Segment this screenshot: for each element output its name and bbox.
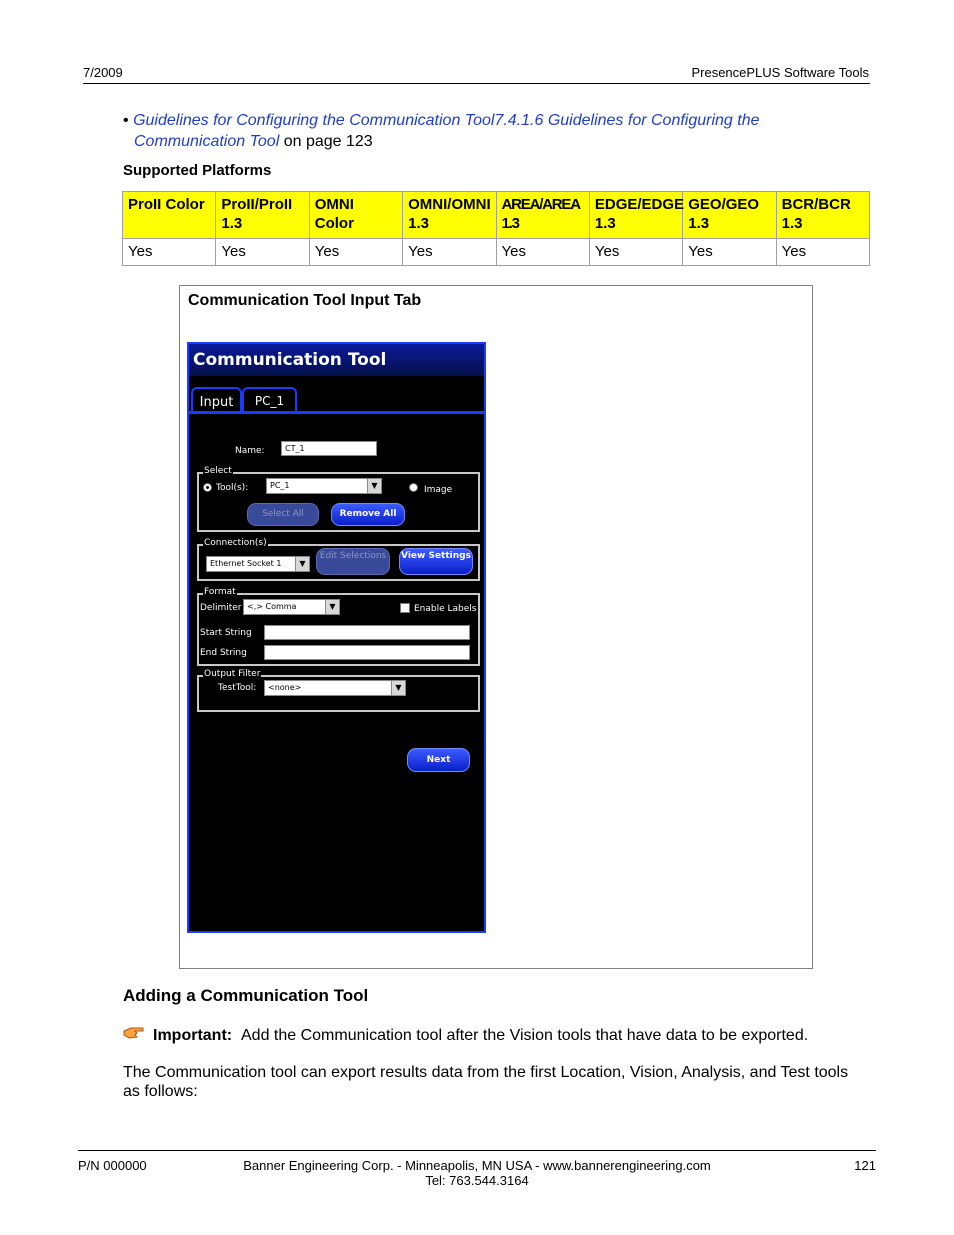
link-bullet [123, 110, 760, 131]
name-label: Name: [235, 446, 265, 456]
table-row [123, 239, 870, 266]
edit-selections-button[interactable]: Edit Selections [316, 548, 390, 575]
tools-select-value: PC_1 [270, 481, 290, 490]
table-header-cell: GEO/GEO 1.3 [683, 192, 776, 239]
section-heading: Adding a Communication Tool [123, 986, 369, 1005]
chevron-down-icon: ▼ [367, 479, 381, 493]
header-title: PresencePLUS Software Tools [691, 65, 869, 80]
table-cell: Yes [403, 239, 496, 266]
chevron-down-icon: ▼ [325, 600, 339, 614]
important-label: Important: [153, 1027, 233, 1044]
remove-all-button[interactable]: Remove All [331, 503, 405, 526]
tools-radio[interactable] [203, 483, 212, 492]
table-header-cell: BCR/BCR 1.3 [776, 192, 869, 239]
tab-divider [189, 411, 484, 414]
link-bullet-line2 [134, 131, 373, 152]
testtool-select-value: <none> [268, 683, 302, 692]
pointing-hand-icon [123, 1024, 145, 1040]
format-group-title: Format [204, 587, 236, 597]
tools-select[interactable] [266, 478, 382, 494]
table-cell: Yes [589, 239, 682, 266]
footer-rule [78, 1150, 876, 1151]
output-filter-group-title: Output Filter [204, 669, 261, 679]
delimiter-label: Delimiter [200, 603, 242, 613]
guidelines-link-cont[interactable]: Communication Tool [134, 133, 280, 150]
testtool-label: TestTool: [218, 683, 257, 693]
bullet-symbol: • [123, 112, 129, 129]
end-string-input[interactable] [264, 645, 470, 660]
image-radio[interactable] [409, 483, 418, 492]
chevron-down-icon: ▼ [391, 681, 405, 695]
start-string-label: Start String [200, 628, 252, 638]
communication-tool-window [187, 342, 486, 933]
supported-platforms-table [122, 191, 870, 266]
footer-page-number: 121 [854, 1158, 876, 1173]
table-cell: Yes [123, 239, 216, 266]
table-header-cell: EDGE/EDGE 1.3 [589, 192, 682, 239]
footer-part-number: P/N 000000 [78, 1158, 147, 1173]
connection-select-value: Ethernet Socket 1 [210, 559, 282, 568]
table-header-cell: OMNI Color [309, 192, 402, 239]
tab-input[interactable]: Input [191, 387, 242, 414]
figure-caption: Communication Tool Input Tab [188, 292, 422, 309]
table-header-row [123, 192, 870, 239]
select-group-title: Select [204, 466, 232, 476]
footer-company: Banner Engineering Corp. - Minneapolis, MN USA - www.bannerengineering.com [243, 1158, 711, 1173]
section-paragraph: The Communication tool can export results data from the first Location, Vision, Analysis, and Test tools as follows: [123, 1064, 849, 1100]
table-cell: Yes [776, 239, 869, 266]
delimiter-select[interactable] [243, 599, 340, 615]
important-text: Add the Communication tool after the Vision tools that have data to be exported. [241, 1027, 809, 1044]
header-date: 7/2009 [83, 65, 123, 80]
start-string-input[interactable] [264, 625, 470, 640]
end-string-label: End String [200, 648, 247, 658]
connections-group-title: Connection(s) [204, 538, 267, 548]
chevron-down-icon: ▼ [295, 557, 309, 571]
next-button[interactable]: Next [407, 748, 470, 772]
delimiter-select-value: <,> Comma [247, 602, 297, 611]
table-cell: Yes [216, 239, 309, 266]
select-all-button[interactable]: Select All [247, 503, 319, 526]
table-cell: Yes [309, 239, 402, 266]
footer-tel: Tel: 763.544.3164 [425, 1173, 529, 1188]
table-header-cell: OMNI/OMNI 1.3 [403, 192, 496, 239]
testtool-select[interactable] [264, 680, 406, 696]
header-rule [83, 83, 870, 84]
enable-labels-label: Enable Labels [414, 604, 477, 614]
enable-labels-checkbox[interactable] [400, 603, 410, 613]
table-cell: Yes [683, 239, 776, 266]
name-input[interactable]: CT_1 [281, 441, 377, 456]
supported-platforms-heading: Supported Platforms [123, 162, 272, 179]
page-reference: on page 123 [279, 133, 373, 150]
tools-label: Tool(s): [216, 483, 249, 493]
window-title: Communication Tool [189, 344, 484, 376]
tab-pc1[interactable]: PC_1 [242, 387, 297, 411]
image-label: Image [424, 485, 453, 495]
important-note [153, 1027, 808, 1045]
view-settings-button[interactable]: View Settings [399, 548, 473, 575]
table-header-cell: ProII/ProII 1.3 [216, 192, 309, 239]
table-cell: Yes [496, 239, 589, 266]
guidelines-link[interactable]: Guidelines for Configuring the Communication Tool7.4.1.6 Guidelines for Configuring the [133, 112, 760, 129]
connection-select[interactable] [206, 556, 310, 572]
table-header-cell: ProII Color [123, 192, 216, 239]
table-header-cell: AREA/AREA 1.3 [496, 192, 589, 239]
